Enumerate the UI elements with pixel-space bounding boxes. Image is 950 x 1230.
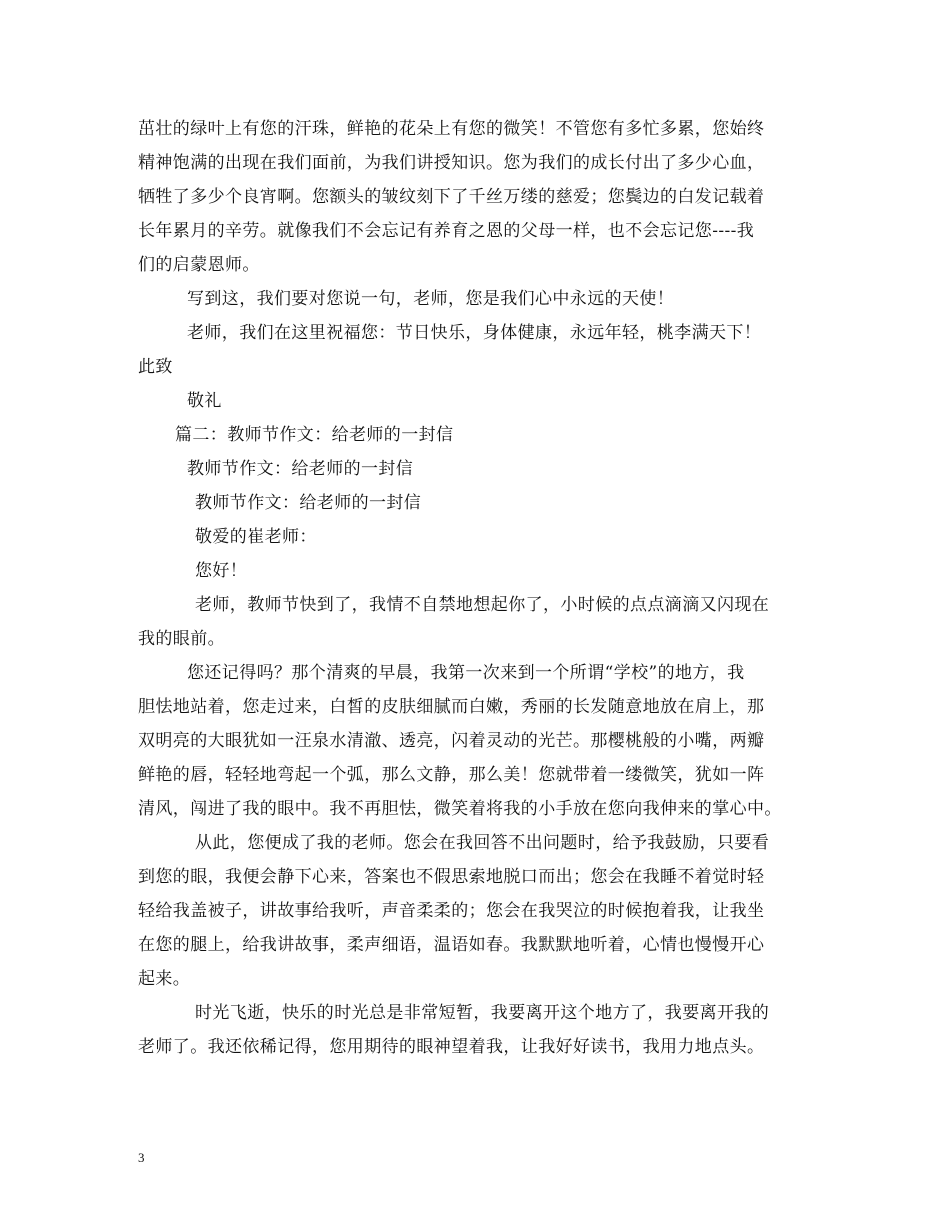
text-line: 清风，闯进了我的眼中。我不再胆怯，微笑着将我的小手放在您向我伸来的掌心中。 (138, 799, 782, 819)
text-line: 老师，教师节快到了，我情不自禁地想起你了，小时候的点点滴滴又闪现在 (195, 595, 770, 615)
text-line: 在您的腿上，给我讲故事，柔声细语，温语如春。我默默地听着，心情也慢慢开心 (138, 935, 765, 955)
text-line: 教师节作文：给老师的一封信 (187, 459, 414, 479)
text-line: 茁壮的绿叶上有您的汗珠，鲜艳的花朵上有您的微笑！不管您有多忙多累，您始终 (138, 119, 765, 139)
text-line: 写到这，我们要对您说一句，老师，您是我们心中永远的天使！ (187, 289, 675, 309)
text-line: 此致 (138, 357, 173, 377)
section-heading: 篇二：教师节作文：给老师的一封信 (175, 425, 454, 445)
text-line: 长年累月的辛劳。就像我们不会忘记有养育之恩的父母一样，也不会忘记您----我 (138, 221, 755, 241)
text-line: 您还记得吗？那个清爽的早晨，我第一次来到一个所谓“学校”的地方，我 (187, 663, 745, 683)
text-line: 敬礼 (187, 391, 222, 411)
text-line: 到您的眼，我便会静下心来，答案也不假思索地脱口而出；您会在我睡不着觉时轻 (138, 867, 765, 887)
page-number: 3 (138, 1150, 145, 1165)
text-line: 轻给我盖被子，讲故事给我听，声音柔柔的；您会在我哭泣的时候抱着我，让我坐 (138, 901, 765, 921)
text-line: 时光飞逝，快乐的时光总是非常短暂，我要离开这个地方了，我要离开我的 (195, 1003, 770, 1023)
text-line: 起来。 (138, 969, 191, 989)
text-line: 胆怯地站着，您走过来，白皙的皮肤细腻而白嫩，秀丽的长发随意地放在肩上，那 (138, 697, 765, 717)
text-line: 从此，您便成了我的老师。您会在我回答不出问题时，给予我鼓励，只要看 (195, 833, 770, 853)
text-line: 老师了。我还依稀记得，您用期待的眼神望着我，让我好好读书，我用力地点头。 (138, 1037, 765, 1057)
text-line: 鲜艳的唇，轻轻地弯起一个弧，那么文静，那么美！您就带着一缕微笑，犹如一阵 (138, 765, 765, 785)
text-line: 们的启蒙恩师。 (138, 255, 260, 275)
text-line: 老师，我们在这里祝福您：节日快乐，身体健康，永远年轻，桃李满天下！ (187, 323, 762, 343)
text-line: 双明亮的大眼犹如一汪泉水清澈、透亮，闪着灵动的光芒。那樱桃般的小嘴，两瓣 (138, 731, 765, 751)
text-line: 教师节作文：给老师的一封信 (195, 493, 422, 513)
text-line: 精神饱满的出现在我们面前，为我们讲授知识。您为我们的成长付出了多少心血， (138, 153, 765, 173)
text-line: 敬爱的崔老师： (195, 527, 317, 547)
text-line: 您好！ (195, 561, 248, 581)
text-line: 我的眼前。 (138, 629, 225, 649)
text-line: 牺牲了多少个良宵啊。您额头的皱纹刻下了千丝万缕的慈爱；您鬓边的白发记载着 (138, 187, 765, 207)
